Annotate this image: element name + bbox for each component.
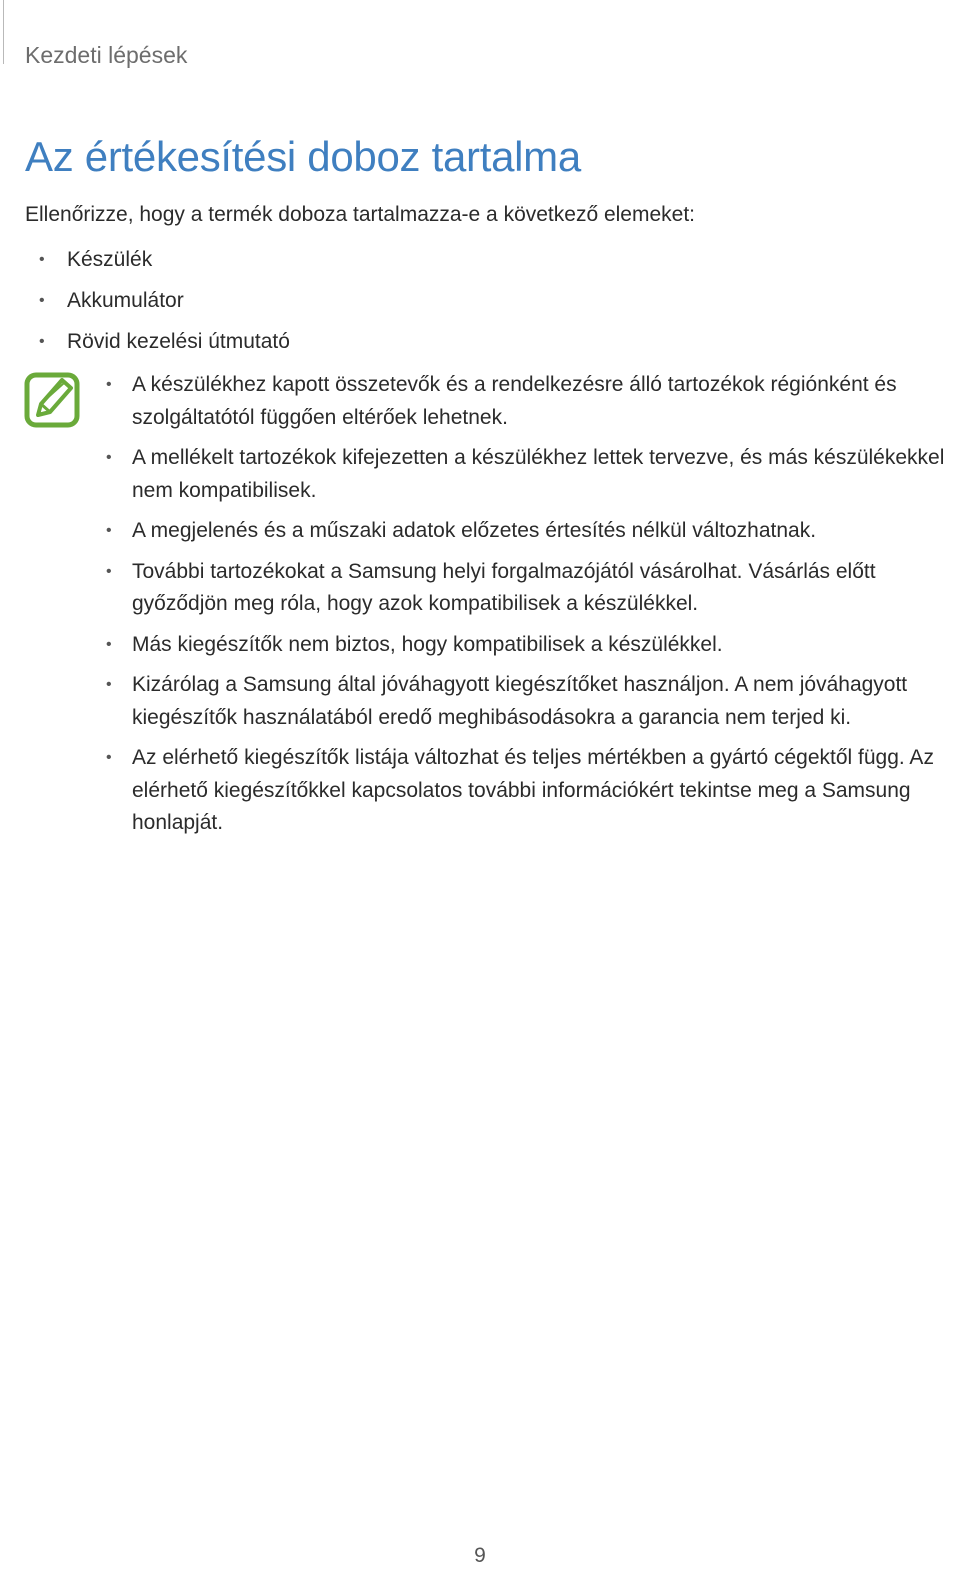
list-item bbox=[25, 327, 290, 357]
note-item-text: További tartozékokat a Samsung helyi forgalmazójától vásárolhat. Vásárlás előtt győződjön meg róla, hogy azok kompatibilisek a készülékkel. bbox=[132, 559, 876, 615]
note-item-text: A mellékelt tartozékok kifejezetten a készülékhez lettek tervezve, és más készülékekkel nem kompatibilisek. bbox=[132, 446, 945, 502]
bullet: • bbox=[106, 749, 112, 766]
note-item-text: A megjelenés és a műszaki adatok előzetes értesítés nélkül változhatnak. bbox=[132, 519, 817, 542]
bullet: • bbox=[106, 676, 112, 693]
page-title: Az értékesítési doboz tartalma bbox=[25, 133, 581, 180]
page-edge-rule bbox=[3, 0, 4, 64]
bullet: • bbox=[106, 522, 112, 539]
list-item bbox=[25, 245, 290, 275]
note-item-text: A készülékhez kapott összetevők és a rendelkezésre álló tartozékok régiónként és szolgáltatótól függően eltérőek lehetnek. bbox=[132, 373, 897, 429]
note-item-text: Más kiegészítők nem biztos, hogy kompatibilisek a készülékkel. bbox=[132, 632, 723, 656]
bullet: • bbox=[106, 449, 112, 466]
note-list bbox=[106, 369, 956, 848]
note-item-text: Az elérhető kiegészítők listája változhat és teljes mértékben a gyártó cégektől függ. Az elérhető kiegészítőkkel kapcsolatos további információkért tekintse meg a Samsung honlapját. bbox=[132, 746, 934, 834]
bullet: • bbox=[106, 562, 112, 580]
list-item bbox=[25, 286, 290, 316]
note-item bbox=[106, 669, 956, 734]
page-number: 9 bbox=[474, 1544, 486, 1567]
note-item bbox=[106, 515, 956, 548]
note-item bbox=[106, 742, 956, 840]
list-item-text: Akkumulátor bbox=[67, 289, 184, 312]
note-item bbox=[106, 629, 956, 662]
bullet: • bbox=[39, 292, 45, 309]
note-item bbox=[106, 556, 956, 621]
intro-text: Ellenőrizze, hogy a termék doboza tartalmazza-e a következő elemeket: bbox=[25, 203, 696, 226]
bullet: • bbox=[106, 376, 112, 393]
note-item bbox=[106, 369, 956, 434]
bullet: • bbox=[39, 333, 45, 350]
note-item bbox=[106, 442, 956, 507]
list-item-text: Készülék bbox=[67, 248, 153, 271]
note-item-text: Kizárólag a Samsung által jóváhagyott kiegészítőket használjon. A nem jóváhagyott kiegészítők használatából eredő meghibásodásokra a garancia nem terjed ki. bbox=[132, 673, 908, 729]
bullet: • bbox=[106, 635, 112, 653]
note-pencil-icon bbox=[24, 371, 80, 429]
running-header: Kezdeti lépések bbox=[25, 42, 188, 68]
contents-list bbox=[25, 245, 290, 368]
list-item-text: Rövid kezelési útmutató bbox=[67, 330, 290, 353]
bullet: • bbox=[39, 251, 45, 268]
